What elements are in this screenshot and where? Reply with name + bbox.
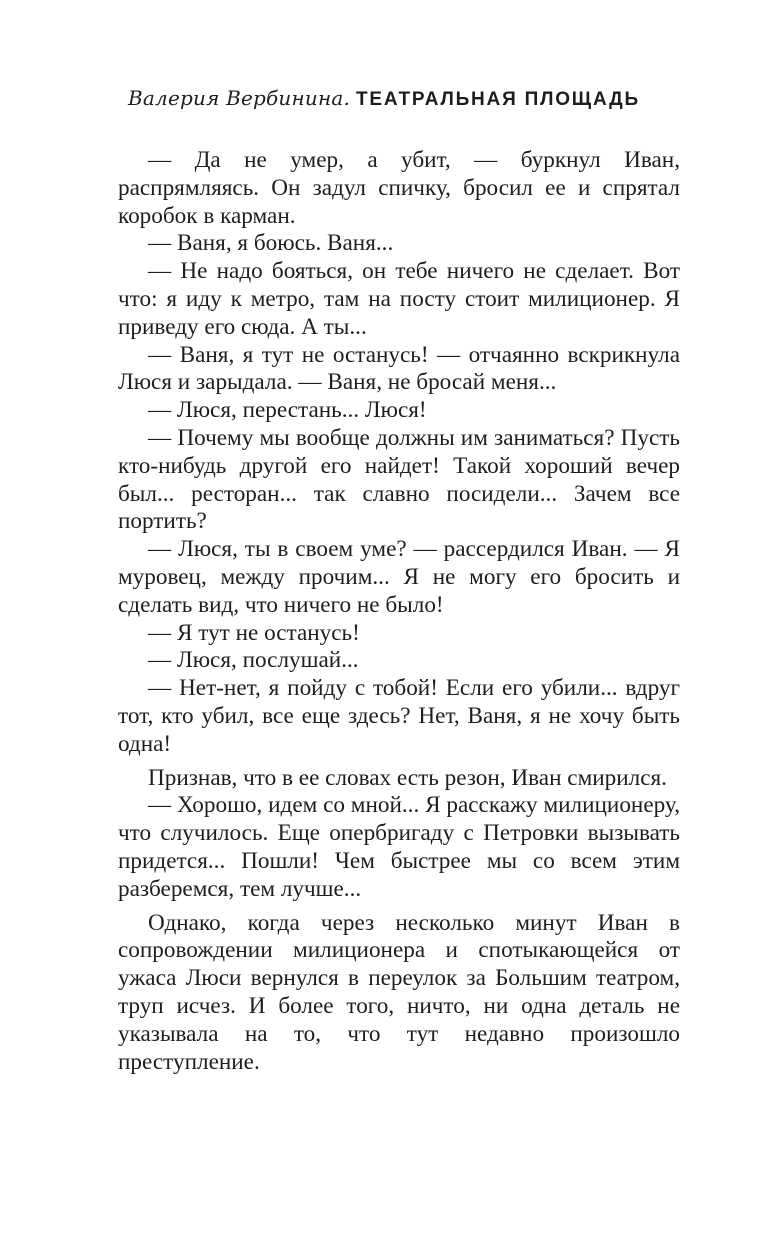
paragraph: — Ваня, я боюсь. Ваня... xyxy=(148,230,394,257)
paragraph: — Хорошо, идем со мной... Я расскажу милиционеру, что случилось. Еще опербригаду с Петровки вызывать придется... Пошли! Чем быстрее мы со всем этим разберемся, тем лучше... xyxy=(118,792,680,902)
paragraph: — Люся, ты в своем уме? — рассердился Иван. — Я муровец, между прочим... Я не могу его бросить и сделать вид, что ничего не было! xyxy=(118,536,680,618)
running-header xyxy=(0,86,768,111)
paragraph: — Я тут не останусь! xyxy=(148,619,360,646)
paragraph: — Почему мы вообще должны им заниматься? Пусть кто-нибудь другой его найдет! Такой хороший вечер был... ресторан... так славно посидели... Зачем все портить? xyxy=(118,424,680,535)
paragraph: — Люся, послушай... xyxy=(148,647,359,674)
paragraph: — Нет-нет, я пойду с тобой! Если его убили... вдруг тот, кто убил, все еще здесь? Нет, Ваня, я не хочу быть одна! xyxy=(118,675,680,757)
paragraph: — Да не умер, а убит, — буркнул Иван, распрямляясь. Он задул спичку, бросил ее и спрятал коробок в карман. xyxy=(118,147,680,229)
header-title: ТЕАТРАЛЬНАЯ ПЛОЩАДЬ xyxy=(356,89,640,110)
paragraph: — Люся, перестань... Люся! xyxy=(148,397,427,424)
paragraph: — Ваня, я тут не останусь! — отчаянно вскрикнула Люся и зарыдала. — Ваня, не бросай меня... xyxy=(118,341,680,396)
paragraph: Однако, когда через несколько минут Иван в сопровождении милиционера и спотыкающейся от ужаса Люси вернулся в переулок за Большим театром, труп исчез. И более того, ничто, ни одна деталь не указывала на то, что тут недавно произошло преступление. xyxy=(118,909,680,1075)
header-author: Валерия Вербинина. xyxy=(128,86,351,110)
paragraph: Признав, что в ее словах есть резон, Иван смирился. xyxy=(148,764,667,791)
paragraph: — Не надо бояться, он тебе ничего не сделает. Вот что: я иду к метро, там на посту стоит милиционер. Я приведу его сюда. А ты... xyxy=(118,258,680,340)
body-text xyxy=(118,147,680,1076)
